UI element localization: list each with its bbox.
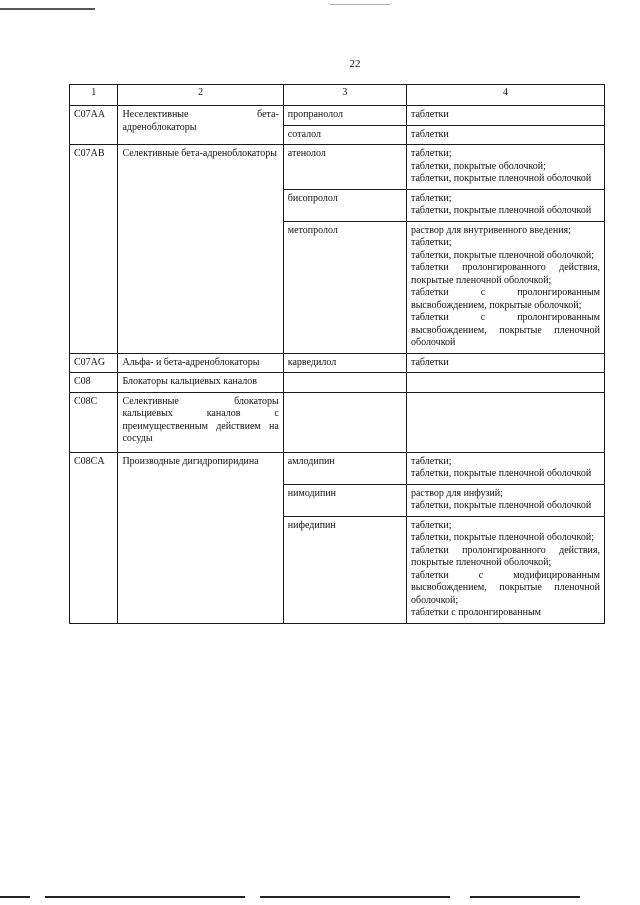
drug-name <box>283 392 406 452</box>
dosage-form: таблетки, покрытые пленочной оболочкой <box>410 468 592 479</box>
column-header: 4 <box>406 85 604 106</box>
table-row <box>70 106 605 126</box>
dosage-forms <box>406 516 604 623</box>
dosage-form: таблетки; <box>410 455 452 467</box>
drug-name: бисопролол <box>283 189 406 221</box>
dosage-form: таблетки; <box>410 519 452 531</box>
dosage-form: таблетки, покрытые пленочной оболочкой; <box>410 249 595 261</box>
dosage-form: таблетки с модифицированным высвобождением, покрытые пленочной оболочкой; <box>410 569 600 606</box>
scan-artifact-top <box>330 4 390 5</box>
dosage-forms <box>406 484 604 516</box>
dosage-form: таблетки <box>410 128 449 140</box>
dosage-form: таблетки; <box>410 192 452 204</box>
column-header: 3 <box>283 85 406 106</box>
dosage-form: таблетки с пролонгированным высвобождением, покрытые оболочкой; <box>410 287 600 311</box>
scan-artifact-top <box>0 8 95 10</box>
pharmacological-group: Блокаторы кальциевых каналов <box>118 373 283 393</box>
dosage-form: таблетки пролонгированного действия, покрытые пленочной оболочкой; <box>410 262 600 286</box>
atc-code: C08 <box>70 373 118 393</box>
dosage-form: таблетки, покрытые пленочной оболочкой; <box>410 532 595 543</box>
atc-code: C07AB <box>70 145 118 354</box>
drug-name: пропранолол <box>283 106 406 126</box>
drug-name: нифедипин <box>283 516 406 623</box>
dosage-forms <box>406 221 604 353</box>
table-row <box>70 392 605 452</box>
pharmacological-group: Альфа- и бета-адреноблокаторы <box>118 353 283 373</box>
dosage-form: таблетки <box>410 356 449 368</box>
dosage-forms <box>406 373 604 393</box>
drug-name: метопролол <box>283 221 406 353</box>
page-number: 22 <box>349 58 361 70</box>
atc-code: C08CA <box>70 452 118 623</box>
drug-name: соталол <box>283 125 406 145</box>
column-header: 1 <box>70 85 118 106</box>
dosage-form: таблетки пролонгированного действия, покрытые пленочной оболочкой; <box>410 544 600 568</box>
drug-table <box>69 84 605 624</box>
dosage-form: таблетки <box>410 109 449 120</box>
dosage-form: таблетки, покрытые оболочкой; <box>410 160 546 172</box>
dosage-form: таблетки с пролонгированным <box>410 607 541 618</box>
dosage-forms <box>406 106 604 126</box>
table-row <box>70 145 605 190</box>
dosage-form: раствор для инфузий; <box>410 487 503 499</box>
atc-code: C07AG <box>70 353 118 373</box>
table-row <box>70 452 605 484</box>
drug-name: карведилол <box>283 353 406 373</box>
dosage-form: таблетки, покрытые пленочной оболочкой <box>410 173 592 184</box>
dosage-form: таблетки; <box>410 148 452 159</box>
dosage-forms <box>406 145 604 190</box>
dosage-forms <box>406 125 604 145</box>
pharmacological-group: Селективные бета-адреноблокаторы <box>118 145 283 354</box>
column-header: 2 <box>118 85 283 106</box>
dosage-form: таблетки, покрытые пленочной оболочкой <box>410 205 592 216</box>
scan-artifact-bottom <box>0 896 640 900</box>
dosage-forms <box>406 353 604 373</box>
atc-code: C08C <box>70 392 118 452</box>
table-header-row <box>70 85 605 106</box>
dosage-forms <box>406 189 604 221</box>
pharmacological-group: Селективные блокаторы кальциевых каналов с преимущественным действием на сосуды <box>118 392 283 452</box>
drug-name: нимодипин <box>283 484 406 516</box>
drug-name <box>283 373 406 393</box>
drug-name: амлодипин <box>283 452 406 484</box>
pharmacological-group: Неселективные бета-адреноблокаторы <box>118 106 283 145</box>
table-row <box>70 353 605 373</box>
table-row <box>70 373 605 393</box>
dosage-form: таблетки с пролонгированным высвобождением, покрытые пленочной оболочкой <box>410 312 600 348</box>
atc-code: C07AA <box>70 106 118 145</box>
dosage-form: таблетки, покрытые пленочной оболочкой <box>410 500 592 511</box>
dosage-form: таблетки; <box>410 237 452 248</box>
dosage-forms <box>406 452 604 484</box>
pharmacological-group: Производные дигидропиридина <box>118 452 283 623</box>
table-body <box>70 106 605 624</box>
drug-name: атенолол <box>283 145 406 190</box>
dosage-form: раствор для внутривенного введения; <box>410 224 571 236</box>
dosage-forms <box>406 392 604 452</box>
